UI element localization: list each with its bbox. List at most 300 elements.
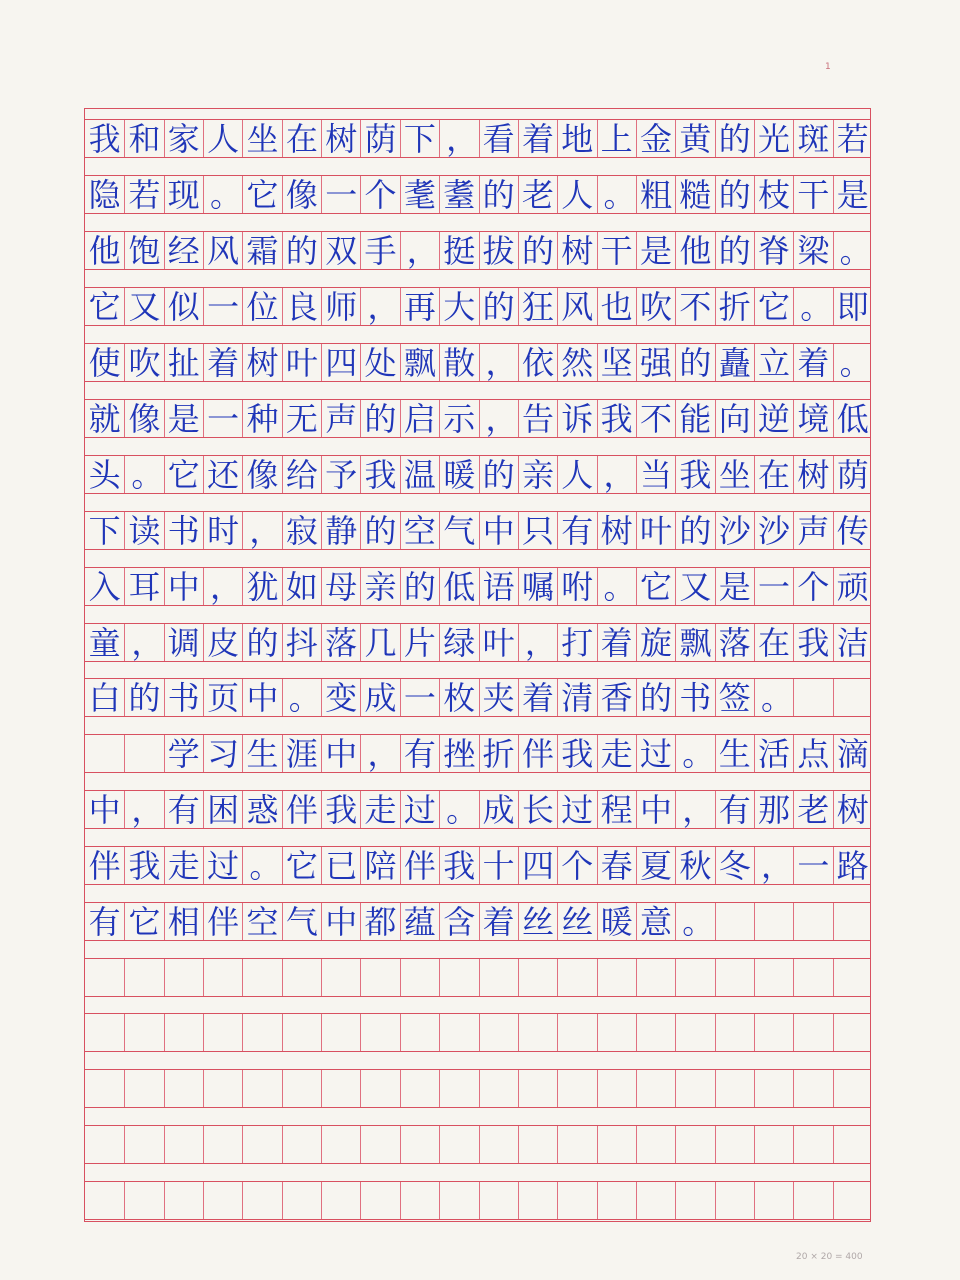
grid-cell	[282, 1126, 321, 1163]
grid-cell: 的	[479, 176, 518, 213]
grid-cell: 。	[793, 288, 832, 325]
grid-cell	[675, 1070, 714, 1107]
grid-cell: 枝	[754, 176, 793, 213]
grid-cell	[164, 1070, 203, 1107]
grid-cell: 我	[793, 624, 832, 661]
grid-cell: 双	[321, 232, 360, 269]
grid-cell: 黄	[675, 120, 714, 157]
grid-cell: 。	[124, 456, 163, 493]
grid-cell: 似	[164, 288, 203, 325]
grid-cell: 像	[242, 456, 281, 493]
grid-cell	[636, 1182, 675, 1219]
grid-cell: 。	[754, 679, 793, 716]
grid-cell: 困	[203, 791, 242, 828]
grid-cell: 的	[675, 512, 714, 549]
grid-cell	[597, 959, 636, 996]
grid-cell: 个	[557, 847, 596, 884]
grid-cell: 四	[518, 847, 557, 884]
grid-cell: 滴	[833, 735, 872, 772]
grid-cell: 树	[833, 791, 872, 828]
grid-row	[85, 678, 870, 717]
grid-cell: 在	[754, 456, 793, 493]
grid-cell: 四	[321, 344, 360, 381]
grid-cell	[321, 1126, 360, 1163]
grid-cell: 涯	[282, 735, 321, 772]
grid-cell: 中	[321, 735, 360, 772]
grid-cell: 坐	[715, 456, 754, 493]
grid-cell: 惑	[242, 791, 281, 828]
grid-cell: 一	[203, 288, 242, 325]
grid-cell	[164, 1182, 203, 1219]
grid-cell	[85, 1182, 124, 1219]
grid-cell: 的	[360, 400, 399, 437]
grid-cell: 老	[518, 176, 557, 213]
grid-cell: 生	[242, 735, 281, 772]
grid-cell: 丝	[518, 903, 557, 940]
grid-cell: 中	[164, 568, 203, 605]
grid-cell	[675, 1126, 714, 1163]
grid-cell: 即	[833, 288, 872, 325]
grid-cell: 有	[88, 902, 121, 941]
grid-cell: 我	[321, 791, 360, 828]
grid-cell: 种	[242, 400, 281, 437]
manuscript-grid	[84, 108, 871, 1222]
grid-cell: 看	[479, 120, 518, 157]
grid-cell: 声	[793, 512, 832, 549]
grid-cell	[360, 1126, 399, 1163]
grid-cell: 立	[754, 344, 793, 381]
grid-cell	[439, 1182, 478, 1219]
grid-row	[85, 119, 870, 158]
grid-cell: 下	[400, 120, 439, 157]
grid-cell	[479, 959, 518, 996]
grid-cell: 伴	[400, 847, 439, 884]
grid-cell: 树	[597, 512, 636, 549]
grid-cell: 一	[203, 400, 242, 437]
grid-cell: 糙	[675, 176, 714, 213]
grid-cell	[833, 1182, 872, 1219]
grid-cell: 调	[164, 624, 203, 661]
grid-cell: 在	[754, 624, 793, 661]
grid-cell: 落	[321, 624, 360, 661]
grid-cell: 耄	[400, 176, 439, 213]
grid-cell: 它	[88, 287, 121, 326]
grid-cell: ，	[203, 568, 242, 605]
grid-cell	[164, 959, 203, 996]
grid-cell: 家	[164, 120, 203, 157]
grid-cell: 有	[164, 791, 203, 828]
grid-cell	[833, 1014, 872, 1051]
grid-cell: 的	[675, 344, 714, 381]
grid-cell: 空	[400, 512, 439, 549]
grid-cell: 向	[715, 400, 754, 437]
grid-cell: 散	[439, 344, 478, 381]
grid-cell: 的	[360, 512, 399, 549]
grid-cell: 嘱	[518, 568, 557, 605]
grid-cell: 也	[597, 288, 636, 325]
grid-cell: 只	[518, 512, 557, 549]
grid-row	[85, 1069, 870, 1108]
grid-cell: ，	[675, 791, 714, 828]
grid-cell: 告	[518, 400, 557, 437]
grid-cell: 咐	[557, 568, 596, 605]
grid-cell: 空	[242, 903, 281, 940]
grid-cell: 中	[479, 512, 518, 549]
grid-cell: 予	[321, 456, 360, 493]
grid-cell: 过	[557, 791, 596, 828]
grid-cell: ，	[124, 791, 163, 828]
grid-cell	[400, 1070, 439, 1107]
grid-cell	[439, 1070, 478, 1107]
grid-cell: 飘	[675, 624, 714, 661]
grid-cell	[203, 959, 242, 996]
grid-cell	[754, 1070, 793, 1107]
grid-cell: 耳	[124, 568, 163, 605]
grid-cell: 过	[203, 847, 242, 884]
grid-cell: ，	[518, 624, 557, 661]
grid-cell: 良	[282, 288, 321, 325]
grid-cell	[833, 679, 872, 716]
grid-cell: 传	[833, 512, 872, 549]
grid-cell	[321, 959, 360, 996]
grid-cell: 皮	[203, 624, 242, 661]
grid-cell: 走	[164, 847, 203, 884]
grid-cell	[479, 1014, 518, 1051]
grid-cell: 一	[754, 568, 793, 605]
grid-cell	[715, 903, 754, 940]
grid-cell: 它	[282, 847, 321, 884]
grid-cell	[754, 1014, 793, 1051]
grid-cell: 它	[754, 288, 793, 325]
grid-cell: 是	[164, 400, 203, 437]
grid-cell: 伴	[88, 846, 121, 885]
grid-row	[85, 623, 870, 662]
grid-row	[85, 231, 870, 270]
grid-cell	[85, 1126, 124, 1163]
grid-cell: 气	[439, 512, 478, 549]
grid-cell: 过	[636, 735, 675, 772]
grid-cell: 中	[242, 679, 281, 716]
grid-cell	[715, 1182, 754, 1219]
grid-cell	[793, 1014, 832, 1051]
grid-cell: 亲	[360, 568, 399, 605]
grid-cell: 扯	[164, 344, 203, 381]
grid-cell: 它	[124, 903, 163, 940]
grid-cell: 中	[321, 903, 360, 940]
grid-cell	[124, 959, 163, 996]
grid-cell: 和	[124, 120, 163, 157]
grid-cell: ，	[360, 735, 399, 772]
grid-cell: ，	[242, 512, 281, 549]
grid-cell: 的	[124, 679, 163, 716]
grid-cell: 沙	[715, 512, 754, 549]
grid-cell	[715, 1014, 754, 1051]
grid-cell	[754, 1126, 793, 1163]
grid-cell	[400, 1126, 439, 1163]
grid-cell	[675, 959, 714, 996]
grid-cell	[557, 1014, 596, 1051]
grid-cell: 光	[754, 120, 793, 157]
grid-cell: 金	[636, 120, 675, 157]
grid-cell	[636, 959, 675, 996]
grid-cell: 童	[88, 623, 121, 662]
grid-row	[85, 1013, 870, 1052]
grid-cell: 时	[203, 512, 242, 549]
grid-capacity-label: 20 × 20 = 400	[796, 1252, 863, 1262]
grid-cell: 若	[833, 120, 872, 157]
grid-cell: 顽	[833, 568, 872, 605]
grid-cell: 狂	[518, 288, 557, 325]
grid-cell: 我	[557, 735, 596, 772]
grid-cell: 它	[164, 456, 203, 493]
grid-cell: 依	[518, 344, 557, 381]
grid-cell: 挺	[439, 232, 478, 269]
grid-row	[85, 287, 870, 326]
grid-cell: 不	[675, 288, 714, 325]
grid-cell: 温	[400, 456, 439, 493]
grid-cell	[518, 1070, 557, 1107]
grid-cell: 书	[675, 679, 714, 716]
grid-cell: 中	[636, 791, 675, 828]
grid-cell: 母	[321, 568, 360, 605]
grid-cell: 脊	[754, 232, 793, 269]
grid-cell: 程	[597, 791, 636, 828]
grid-cell	[242, 1070, 281, 1107]
grid-cell: 长	[518, 791, 557, 828]
grid-cell	[793, 1070, 832, 1107]
grid-cell: 读	[124, 512, 163, 549]
grid-cell: 路	[833, 847, 872, 884]
grid-cell	[203, 1070, 242, 1107]
grid-cell	[321, 1014, 360, 1051]
grid-cell: 无	[282, 400, 321, 437]
grid-cell: ，	[479, 344, 518, 381]
grid-cell: ，	[439, 120, 478, 157]
grid-cell: 着	[203, 344, 242, 381]
grid-cell	[557, 1126, 596, 1163]
grid-cell: 个	[360, 176, 399, 213]
grid-cell: 着	[597, 624, 636, 661]
grid-cell	[597, 1014, 636, 1051]
grid-cell: 枚	[439, 679, 478, 716]
grid-cell	[636, 1126, 675, 1163]
grid-cell: 低	[833, 400, 872, 437]
grid-cell: 折	[479, 735, 518, 772]
grid-cell: 我	[360, 456, 399, 493]
grid-cell	[242, 1014, 281, 1051]
grid-cell: 走	[360, 791, 399, 828]
grid-cell	[203, 1014, 242, 1051]
grid-row	[85, 734, 870, 773]
grid-cell: 点	[793, 735, 832, 772]
grid-cell: 若	[124, 176, 163, 213]
grid-cell: 夹	[479, 679, 518, 716]
grid-cell: 走	[597, 735, 636, 772]
grid-cell: 强	[636, 344, 675, 381]
grid-cell: 一	[793, 847, 832, 884]
grid-cell	[203, 1182, 242, 1219]
grid-cell: 叶	[282, 344, 321, 381]
grid-cell: 的	[479, 288, 518, 325]
grid-cell: 。	[675, 735, 714, 772]
grid-cell: 学	[164, 735, 203, 772]
grid-cell: 。	[833, 232, 872, 269]
grid-cell: 一	[321, 176, 360, 213]
grid-cell: 叶	[636, 512, 675, 549]
grid-cell: 暖	[597, 903, 636, 940]
grid-cell: 有	[557, 512, 596, 549]
grid-cell: 它	[242, 176, 281, 213]
grid-cell: 是	[833, 176, 872, 213]
grid-cell: 头	[88, 455, 121, 494]
grid-cell	[85, 1070, 124, 1107]
grid-cell: 他	[675, 232, 714, 269]
grid-cell: 白	[88, 678, 121, 717]
grid-cell: 隐	[88, 175, 121, 214]
grid-cell	[557, 1070, 596, 1107]
grid-cell: 耋	[439, 176, 478, 213]
grid-cell	[164, 1126, 203, 1163]
grid-cell: 蕴	[400, 903, 439, 940]
grid-cell	[833, 1070, 872, 1107]
grid-cell: 像	[282, 176, 321, 213]
grid-cell	[400, 1182, 439, 1219]
grid-cell: 坚	[597, 344, 636, 381]
grid-cell: 人	[557, 456, 596, 493]
grid-cell: 十	[479, 847, 518, 884]
grid-cell	[360, 1014, 399, 1051]
grid-row	[85, 343, 870, 382]
grid-cell: 当	[636, 456, 675, 493]
grid-cell: 地	[557, 120, 596, 157]
grid-cell: 着	[518, 120, 557, 157]
grid-cell: 干	[793, 176, 832, 213]
grid-cell: 打	[557, 624, 596, 661]
grid-cell: 低	[439, 568, 478, 605]
grid-cell: 寂	[282, 512, 321, 549]
grid-cell: 声	[321, 400, 360, 437]
grid-cell: 夏	[636, 847, 675, 884]
grid-cell	[360, 959, 399, 996]
grid-cell: 干	[597, 232, 636, 269]
grid-cell: 签	[715, 679, 754, 716]
grid-cell	[242, 1182, 281, 1219]
grid-cell: 气	[282, 903, 321, 940]
grid-cell: 荫	[833, 456, 872, 493]
grid-cell: 我	[124, 847, 163, 884]
grid-cell: ，	[479, 400, 518, 437]
grid-cell: 的	[518, 232, 557, 269]
grid-cell	[754, 959, 793, 996]
grid-cell	[400, 959, 439, 996]
grid-cell: 。	[675, 903, 714, 940]
grid-cell: 风	[203, 232, 242, 269]
grid-cell: 片	[400, 624, 439, 661]
grid-cell: 春	[597, 847, 636, 884]
grid-cell	[400, 1014, 439, 1051]
grid-cell	[242, 959, 281, 996]
grid-cell	[754, 903, 793, 940]
grid-cell: 伴	[282, 791, 321, 828]
grid-cell: 过	[400, 791, 439, 828]
grid-cell: 就	[88, 399, 121, 438]
grid-cell: 。	[282, 679, 321, 716]
grid-cell: 位	[242, 288, 281, 325]
grid-cell: ，	[597, 456, 636, 493]
grid-cell: 有	[400, 735, 439, 772]
grid-cell: 书	[164, 679, 203, 716]
grid-cell: 如	[282, 568, 321, 605]
grid-cell: 老	[793, 791, 832, 828]
grid-cell: 又	[675, 568, 714, 605]
grid-cell: 给	[282, 456, 321, 493]
grid-cell: 冬	[715, 847, 754, 884]
grid-cell: 的	[479, 456, 518, 493]
grid-cell: 霜	[242, 232, 281, 269]
grid-cell	[321, 1070, 360, 1107]
grid-cell: 处	[360, 344, 399, 381]
grid-cell: 抖	[282, 624, 321, 661]
grid-cell: 师	[321, 288, 360, 325]
grid-cell: 境	[793, 400, 832, 437]
grid-cell	[242, 1126, 281, 1163]
grid-row	[85, 790, 870, 829]
grid-cell: 现	[164, 176, 203, 213]
grid-cell: 绿	[439, 624, 478, 661]
grid-cell	[715, 959, 754, 996]
grid-cell: 挫	[439, 735, 478, 772]
grid-cell: 在	[282, 120, 321, 157]
grid-cell	[754, 1182, 793, 1219]
grid-cell: 语	[479, 568, 518, 605]
grid-cell: 秋	[675, 847, 714, 884]
grid-cell: 中	[88, 790, 121, 829]
grid-cell	[282, 1070, 321, 1107]
page-number: 1	[825, 62, 832, 72]
grid-cell	[282, 1182, 321, 1219]
grid-row	[85, 567, 870, 606]
grid-cell: 的	[242, 624, 281, 661]
grid-cell	[597, 1182, 636, 1219]
grid-cell	[85, 959, 124, 996]
grid-cell: 它	[636, 568, 675, 605]
grid-cell	[518, 1182, 557, 1219]
grid-cell	[282, 959, 321, 996]
grid-cell: 我	[88, 119, 121, 158]
grid-cell: 入	[88, 567, 121, 606]
grid-cell: 。	[242, 847, 281, 884]
grid-cell: 树	[793, 456, 832, 493]
grid-cell: 。	[439, 791, 478, 828]
grid-cell	[833, 1126, 872, 1163]
grid-cell	[321, 1182, 360, 1219]
grid-cell: 是	[715, 568, 754, 605]
grid-cell: 树	[321, 120, 360, 157]
grid-cell: 活	[754, 735, 793, 772]
grid-cell: 饱	[124, 232, 163, 269]
grid-cell	[715, 1070, 754, 1107]
grid-row	[85, 846, 870, 885]
grid-cell: 逆	[754, 400, 793, 437]
grid-row	[85, 399, 870, 438]
grid-cell: 一	[400, 679, 439, 716]
grid-row	[85, 958, 870, 997]
grid-cell: 梁	[793, 232, 832, 269]
grid-cell: 已	[321, 847, 360, 884]
grid-cell	[360, 1070, 399, 1107]
grid-cell	[518, 1126, 557, 1163]
grid-cell: 能	[675, 400, 714, 437]
